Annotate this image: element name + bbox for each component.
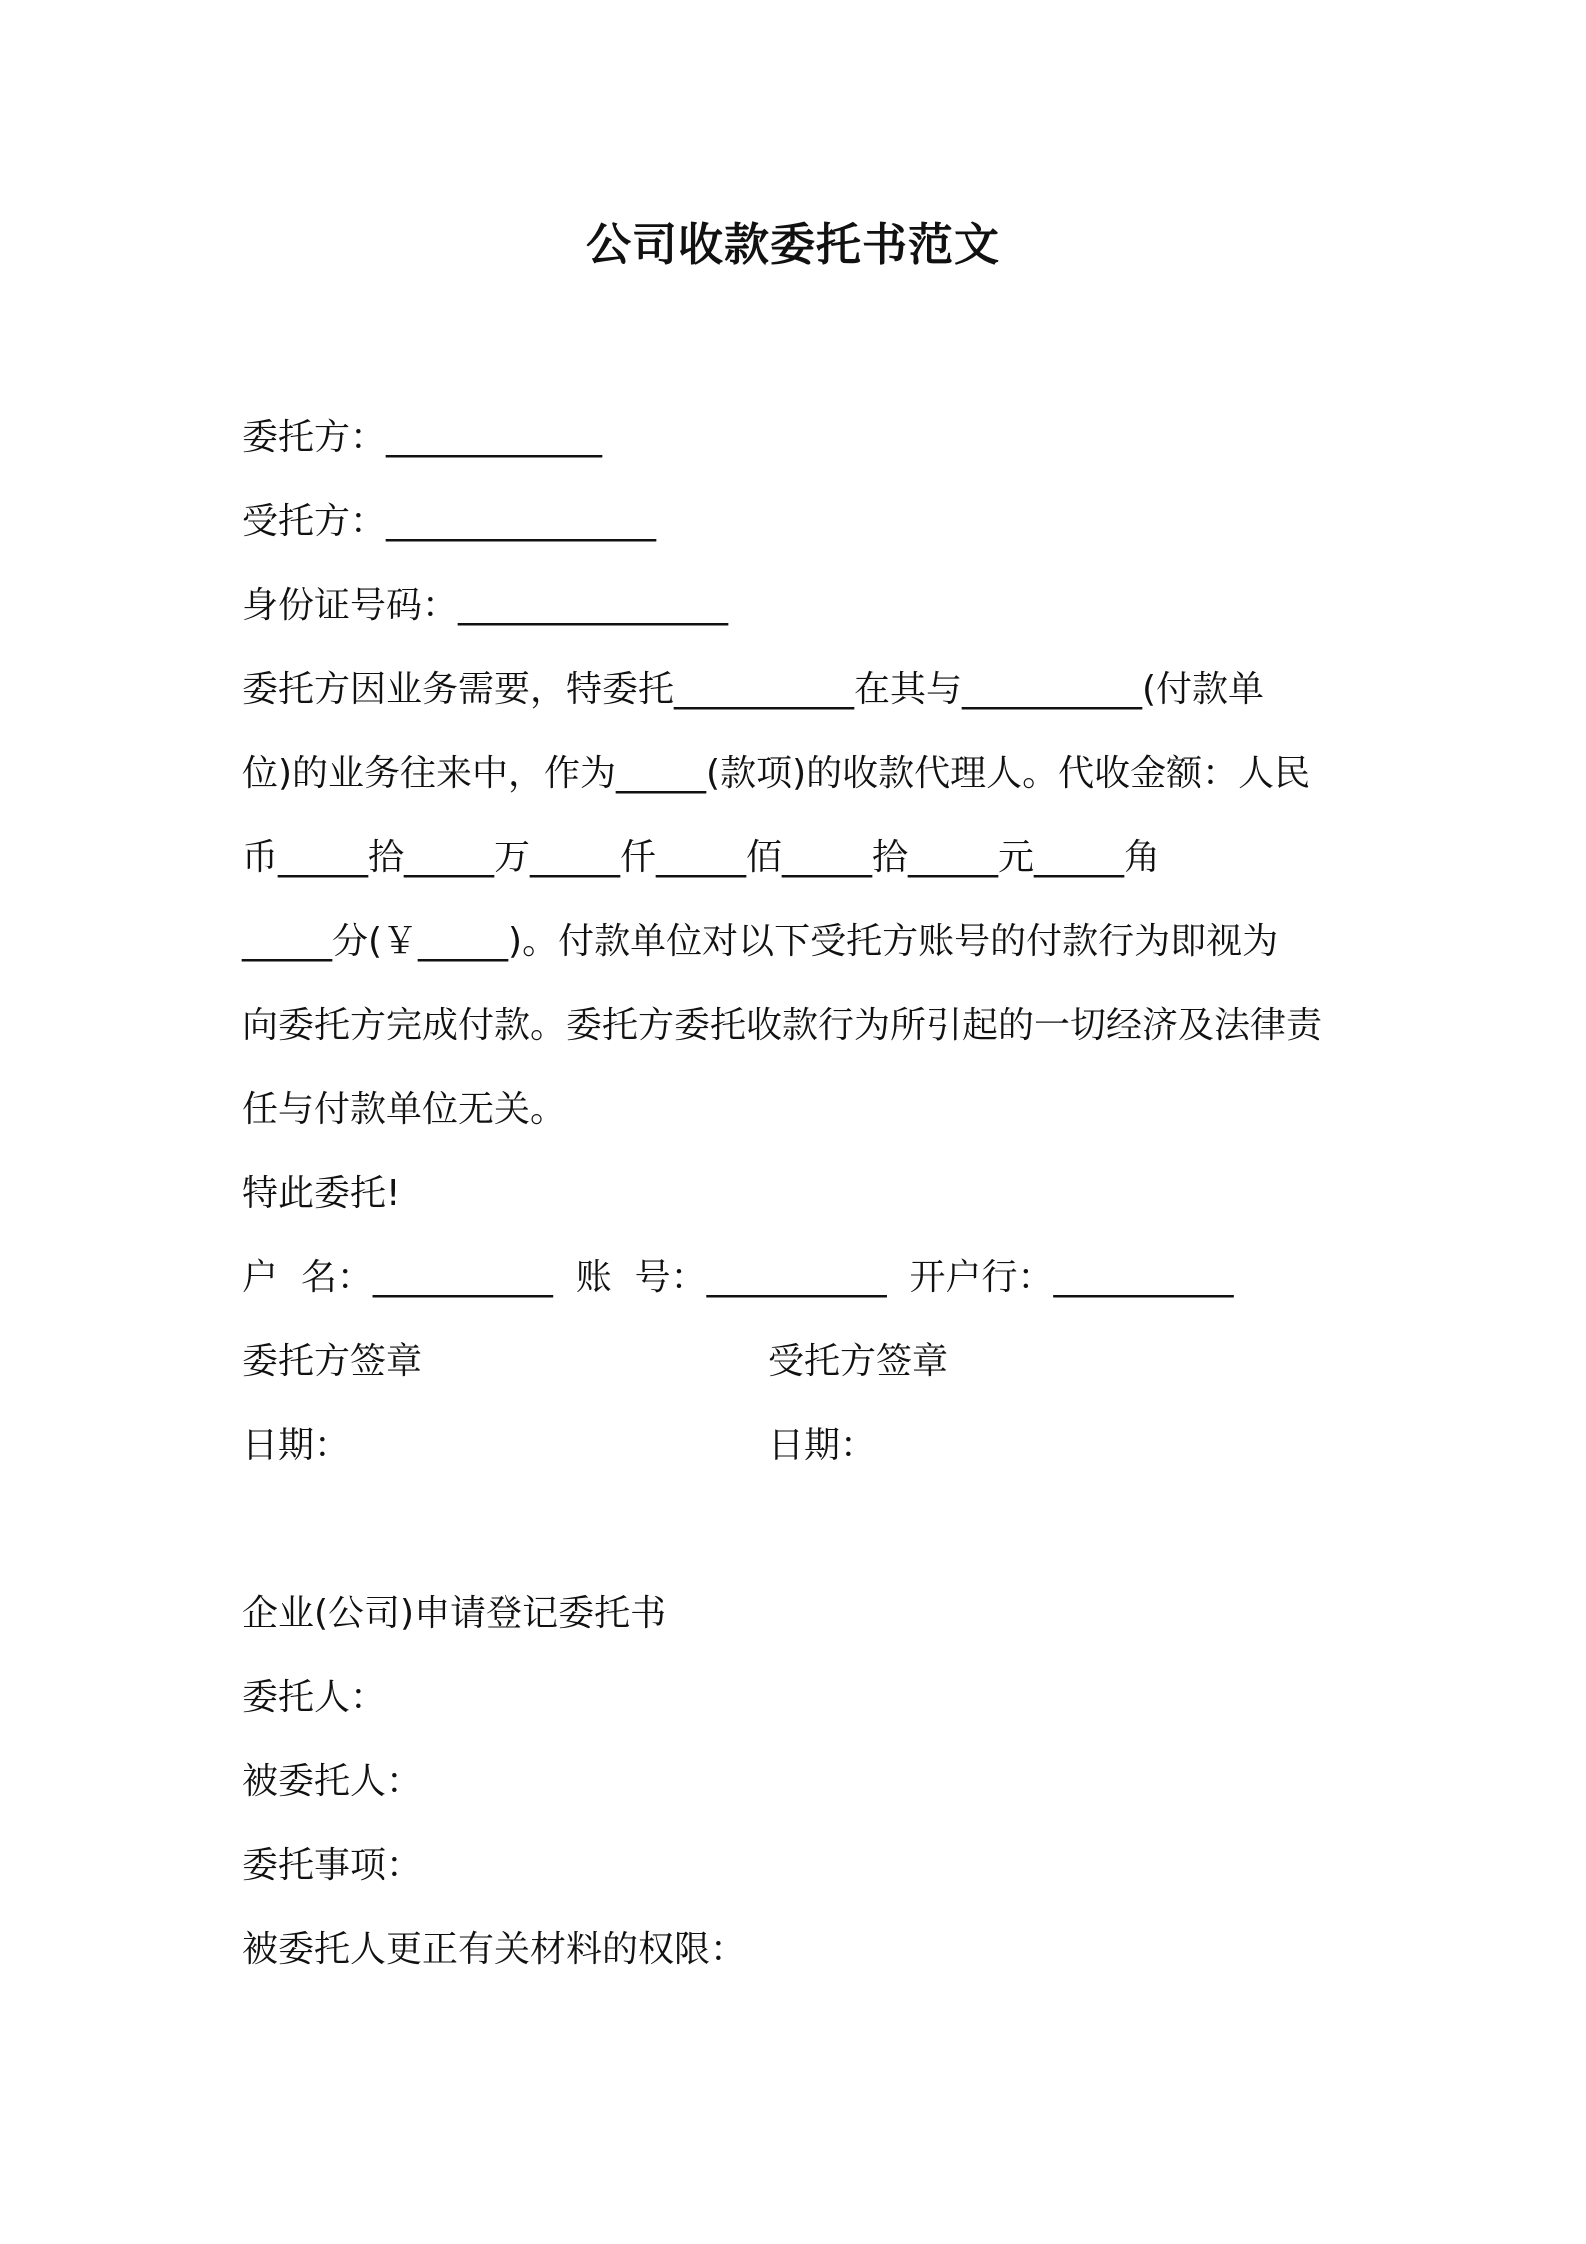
body-text-line-2: 位)的业务往来中，作为_____(款项)的收款代理人。代收金额：人民 (242, 753, 1311, 794)
hereby-line: 特此委托! (242, 1173, 401, 1214)
section-rights-line: 被委托人更正有关材料的权限： (242, 1929, 747, 1970)
agent-line: 受托方：_______________ (242, 501, 657, 542)
body-text-line-4: _____分(￥_____)。付款单位对以下受托方账号的付款行为即视为 (242, 921, 1279, 962)
section-agent-line: 被委托人： (242, 1761, 423, 1802)
body-text-line-5: 向委托方完成付款。委托方委托收款行为所引起的一切经济及法律责 (242, 1005, 1323, 1046)
section-matters-line: 委托事项： (242, 1845, 423, 1886)
section-heading: 企业(公司)申请登记委托书 (242, 1593, 667, 1634)
body-text-line-3: 币_____拾_____万_____仟_____佰_____拾_____元_____角 (242, 837, 1160, 878)
principal-line: 委托方：____________ (242, 417, 603, 458)
principal-seal-label: 委托方签章 (242, 1341, 423, 1382)
principal-date-label: 日期： (242, 1425, 351, 1466)
body-text-line-6: 任与付款单位无关。 (242, 1089, 567, 1130)
agent-date-label: 日期： (768, 1425, 877, 1466)
account-line: 户 名：__________ 账 号：__________ 开户行：__________ (242, 1257, 1234, 1298)
section-principal-line: 委托人： (242, 1677, 387, 1718)
document-title: 公司收款委托书范文 (585, 218, 1000, 271)
agent-seal-label: 受托方签章 (768, 1341, 949, 1382)
id-number-line: 身份证号码：_______________ (242, 585, 729, 626)
body-text-line-1: 委托方因业务需要，特委托__________在其与__________(付款单 (242, 669, 1265, 710)
